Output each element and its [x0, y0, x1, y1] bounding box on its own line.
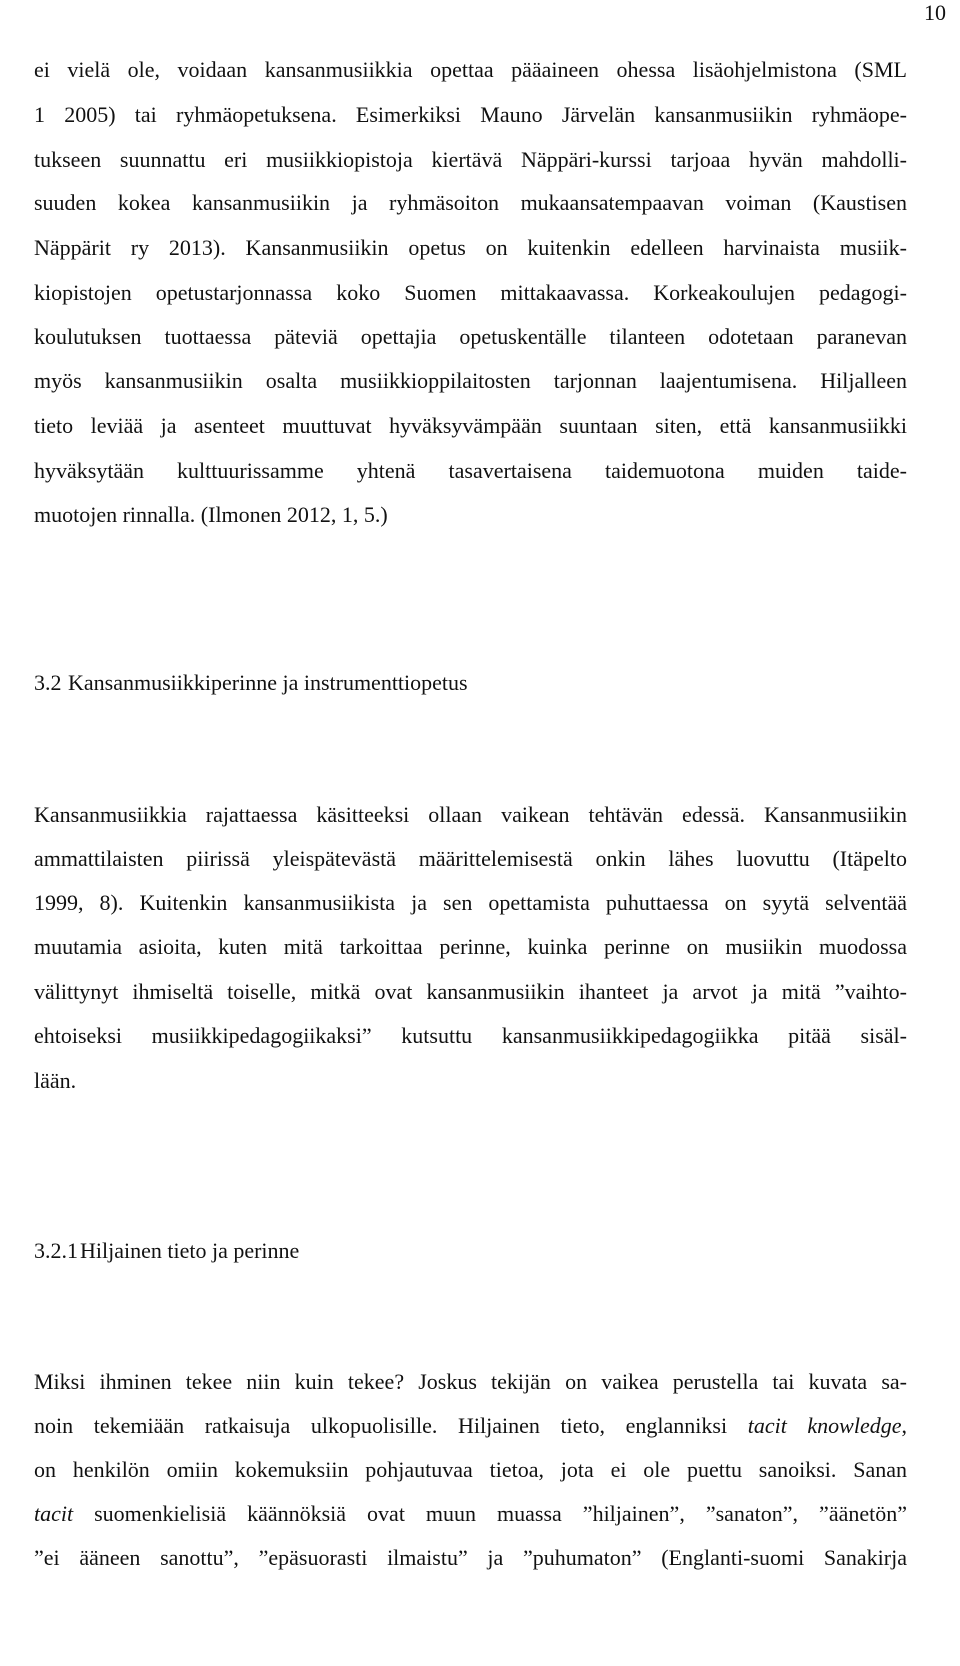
- italic-term: tacit: [34, 1501, 74, 1526]
- paragraph-line: ei vielä ole, voidaan kansanmusiikkia opettaa pääaineen ohessa lisäohjelmistona (SML: [34, 57, 907, 82]
- paragraph-line: Kansanmusiikkia rajattaessa käsitteeksi ollaan vaikean tehtävän edessä. Kansanmusiikin: [34, 802, 907, 827]
- paragraph-line: Miksi ihminen tekee niin kuin tekee? Joskus tekijän on vaikea perustella tai kuvata sa-: [34, 1369, 907, 1394]
- text-segment: ,: [901, 1413, 907, 1438]
- paragraph-line: hyväksytään kulttuurissamme yhtenä tasavertaisena taidemuotona muiden taide-: [34, 458, 907, 483]
- paragraph-line: myös kansanmusiikin osalta musiikkioppilaitosten tarjonnan laajentumisena. Hiljalleen: [34, 368, 907, 393]
- subsection-number: 3.2.1: [34, 1238, 78, 1263]
- italic-term: tacit knowledge: [747, 1413, 902, 1438]
- paragraph-line: muotojen rinnalla. (Ilmonen 2012, 1, 5.): [34, 502, 388, 527]
- paragraph-line: välittynyt ihmiseltä toiselle, mitkä ovat kansanmusiikin ihanteet ja arvot ja mitä ”vaihto-: [34, 979, 907, 1004]
- subsection-title: Hiljainen tieto ja perinne: [80, 1238, 300, 1263]
- paragraph-line: tukseen suunnattu eri musiikkiopistoja kiertävä Näppäri-kurssi tarjoaa hyvän mahdolli-: [34, 147, 907, 172]
- section-title: Kansanmusiikkiperinne ja instrumenttiopetus: [68, 670, 468, 695]
- paragraph-line: muutamia asioita, kuten mitä tarkoittaa perinne, kuinka perinne on musiikin muodossa: [34, 934, 907, 959]
- paragraph-line: [34, 1503, 907, 1525]
- paragraph-line: suuden kokea kansanmusiikin ja ryhmäsoiton mukaansatempaavan voiman (Kaustisen: [34, 190, 907, 215]
- paragraph-line: ”ei ääneen sanottu”, ”epäsuorasti ilmaistu” ja ”puhumaton” (Englanti-suomi Sanakirja: [34, 1545, 907, 1570]
- paragraph-line: Näppärit ry 2013). Kansanmusiikin opetus on kuitenkin edelleen harvinaista musiik-: [34, 235, 907, 260]
- paragraph-line: kiopistojen opetustarjonnassa koko Suomen mittakaavassa. Korkeakoulujen pedagogi-: [34, 280, 907, 305]
- paragraph-line: on henkilön omiin kokemuksiin pohjautuvaa tietoa, jota ei ole puettu sanoiksi. Sanan: [34, 1457, 907, 1482]
- paragraph-line: tieto leviää ja asenteet muuttuvat hyväksyvämpään suuntaan siten, että kansanmusiikki: [34, 413, 907, 438]
- paragraph-line: lään.: [34, 1068, 77, 1093]
- paragraph-line: koulutuksen tuottaessa päteviä opettajia opetuskentälle tilanteen odotetaan paranevan: [34, 324, 907, 349]
- section-number: 3.2: [34, 670, 62, 695]
- text-segment: noin tekemiään ratkaisuja ulkopuolisille. Hiljainen tieto, englanniksi: [34, 1413, 748, 1438]
- paragraph-line: 1 2005) tai ryhmäopetuksena. Esimerkiksi Mauno Järvelän kansanmusiikin ryhmäope-: [34, 102, 907, 127]
- paragraph-line: ehtoiseksi musiikkipedagogiikaksi” kutsuttu kansanmusiikkipedagogiikka pitää sisäl-: [34, 1023, 907, 1048]
- text-segment: suomenkielisiä käännöksiä ovat muun muassa ”hiljainen”, ”sanaton”, ”äänetön”: [73, 1501, 907, 1526]
- paragraph-line: 1999, 8). Kuitenkin kansanmusiikista ja sen opettamista puhuttaessa on syytä selventää: [34, 890, 907, 915]
- page-number: 10: [924, 0, 946, 25]
- paragraph-line: [34, 1415, 907, 1437]
- paragraph-line: ammattilaisten piirissä yleispätevästä määrittelemisestä onkin lähes luovuttu (Itäpelto: [34, 846, 907, 871]
